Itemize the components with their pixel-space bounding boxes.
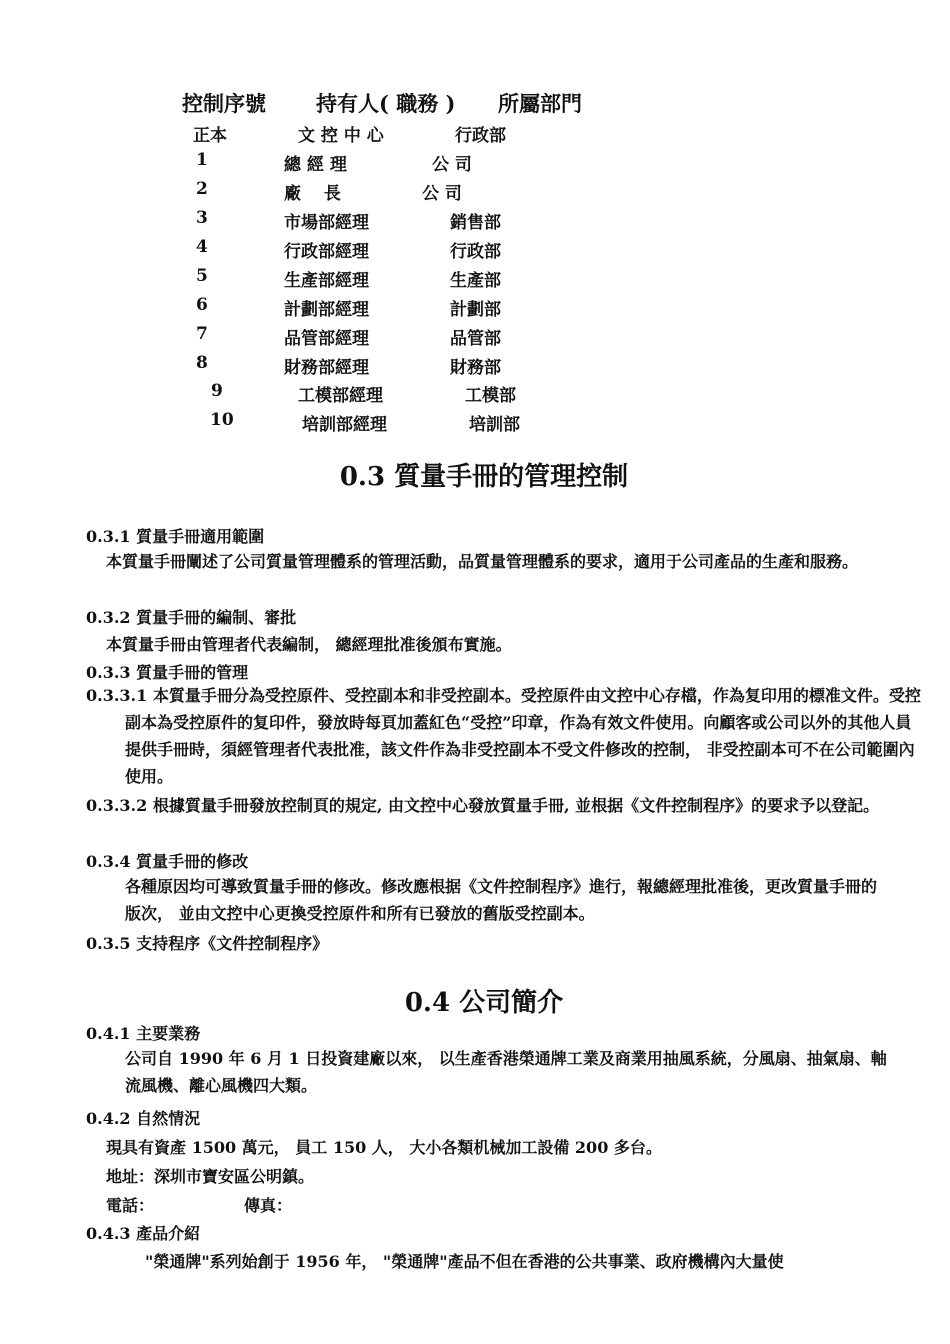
table-cell-dept: 行政部 (450, 242, 501, 262)
paragraph: "榮通牌"系列始創于 1956 年， "榮通牌"產品不但在香港的公共事業、政府機構內大量使 (145, 1252, 784, 1271)
table-cell-holder: 培訓部經理 (302, 415, 387, 435)
paragraph: 0.3.3.2 根據質量手冊發放控制頁的規定, 由文控中心發放質量手冊, 並根据《文件控制程序》的要求予以登記。 (86, 796, 880, 815)
table-cell-holder: 財務部經理 (284, 358, 369, 378)
table-cell-dept: 培訓部 (469, 415, 520, 435)
paragraph: 本質量手冊闡述了公司質量管理體系的管理活動，品質量管理體系的要求，適用于公司產品的生產和服務。 (106, 552, 859, 571)
address-line: 地址：深圳市寶安區公明鎮。 (106, 1167, 315, 1186)
subsection-title: 0.4.2 自然情況 (86, 1109, 201, 1128)
table-header-department: 所屬部門 (498, 91, 582, 116)
table-cell-no: 1 (196, 150, 208, 170)
table-cell-dept: 公 司 (422, 184, 462, 204)
table-header-control-no: 控制序號 (182, 91, 266, 116)
subsection-title: 0.3.4 質量手冊的修改 (86, 852, 249, 871)
table-cell-no: 5 (196, 266, 208, 286)
subsection-title: 0.3.3 質量手冊的管理 (86, 663, 249, 682)
table-cell-no: 6 (196, 295, 208, 315)
table-cell-holder: 計劃部經理 (284, 300, 369, 320)
subsection-title: 0.3.1 質量手冊適用範圍 (86, 527, 265, 546)
table-cell-dept: 財務部 (450, 358, 501, 378)
table-cell-holder: 生產部經理 (284, 271, 369, 291)
table-cell-no: 9 (211, 381, 223, 401)
section-title: 0.3 質量手冊的管理控制 (339, 462, 629, 492)
table-cell-dept: 行政部 (455, 126, 506, 146)
table-cell-holder: 品管部經理 (284, 329, 369, 349)
paragraph: 0.3.3.1 本質量手冊分為受控原件、受控副本和非受控副本。受控原件由文控中心存檔，作為复印用的標准文件。受控副本為受控原件的复印件，發放時每頁加蓋紅色“受控”印章，作為有效文件使用。向顧客或公司以外的其他人員提供手冊時，須經管理者代表批准，該文件作為非受控副本不受文件修改的控制， 非受控副本可不在公司範圍內使用。 (86, 686, 921, 786)
table-cell-dept: 品管部 (450, 329, 501, 349)
table-cell-no: 4 (196, 237, 208, 257)
table-cell-holder: 文 控 中 心 (298, 126, 384, 146)
table-cell-dept: 工模部 (465, 386, 516, 406)
paragraph: 現具有資產 1500 萬元， 員工 150 人， 大小各類机械加工設備 200 多台。 (106, 1138, 662, 1157)
table-cell-holder: 廠 長 (284, 184, 341, 204)
table-cell-holder: 總 經 理 (284, 155, 347, 175)
subsection-title: 0.3.5 支持程序《文件控制程序》 (86, 934, 329, 953)
table-header-holder: 持有人( 職務 ) (316, 91, 456, 116)
section-title: 0.4 公司簡介 (404, 988, 564, 1018)
table-cell-holder: 工模部經理 (298, 386, 383, 406)
table-cell-no: 2 (196, 179, 208, 199)
paragraph: 公司自 1990 年 6 月 1 日投資建廠以來， 以生產香港榮通牌工業及商業用抽風系統，分風扇、抽氣扇、軸流風機、離心風機四大類。 (125, 1049, 887, 1095)
table-cell-no: 7 (196, 324, 208, 344)
table-cell-no: 10 (210, 410, 234, 430)
table-cell-holder: 行政部經理 (284, 242, 369, 262)
fax-label: 傳真： (244, 1196, 293, 1215)
subsection-title: 0.3.2 質量手冊的編制、審批 (86, 608, 297, 627)
table-cell-no: 3 (196, 208, 208, 228)
subsection-title: 0.4.3 產品介紹 (86, 1224, 201, 1243)
table-cell-holder: 市場部經理 (284, 213, 369, 233)
table-cell-no: 正本 (193, 126, 227, 146)
table-cell-dept: 計劃部 (450, 300, 501, 320)
table-cell-dept: 銷售部 (450, 213, 501, 233)
table-cell-no: 8 (196, 353, 208, 373)
paragraph: 各種原因均可導致質量手冊的修改。修改應根据《文件控制程序》進行，報總經理批准後，更改質量手冊的版次， 並由文控中心更換受控原件和所有已發放的舊版受控副本。 (125, 877, 878, 923)
subsection-title: 0.4.1 主要業務 (86, 1024, 201, 1043)
paragraph: 本質量手冊由管理者代表編制， 總經理批准後頒布實施。 (106, 635, 512, 654)
table-cell-dept: 公 司 (432, 155, 472, 175)
phone-label: 電話： (106, 1196, 155, 1215)
table-cell-dept: 生產部 (450, 271, 501, 291)
